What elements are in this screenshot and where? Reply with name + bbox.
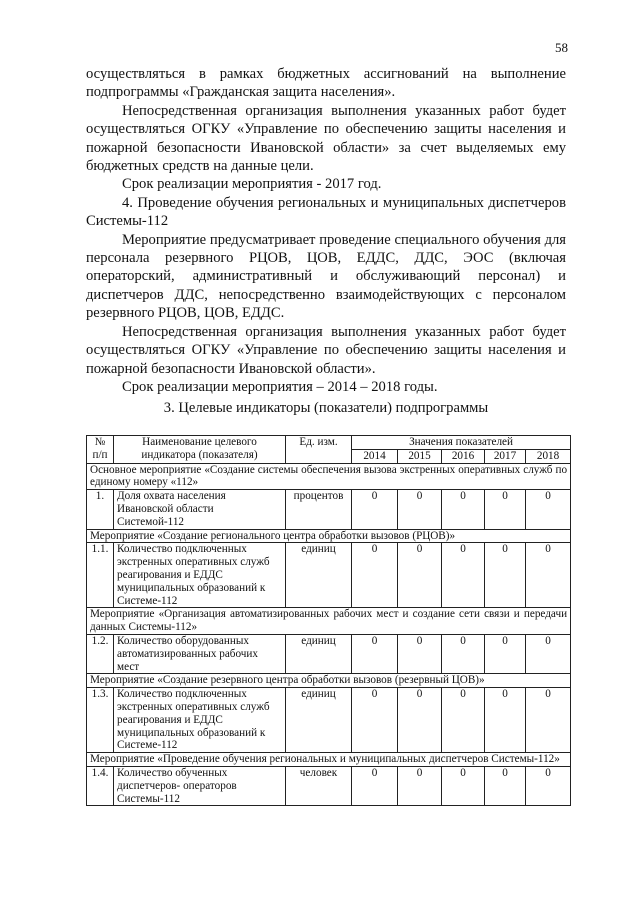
header-num-line1: № bbox=[94, 436, 106, 448]
row-value: 0 bbox=[442, 634, 485, 673]
row-name: Количество оборудованных автоматизированных рабочих мест bbox=[114, 634, 286, 673]
row-num: 1.1. bbox=[87, 543, 114, 608]
row-num: 1.2. bbox=[87, 634, 114, 673]
row-num: 1.3. bbox=[87, 688, 114, 753]
row-value: 0 bbox=[442, 490, 485, 529]
row-unit: единиц bbox=[286, 543, 352, 608]
row-value: 0 bbox=[526, 766, 571, 805]
header-year: 2016 bbox=[442, 449, 485, 463]
row-value: 0 bbox=[352, 490, 398, 529]
row-value: 0 bbox=[485, 490, 526, 529]
row-unit: процентов bbox=[286, 490, 352, 529]
row-unit: человек bbox=[286, 766, 352, 805]
row-name: Количество подключенных экстрeнных оперативных служб реагирования и ЕДДС муниципальных образований к Системе-112 bbox=[114, 688, 286, 753]
row-value: 0 bbox=[352, 634, 398, 673]
row-value: 0 bbox=[398, 490, 442, 529]
row-value: 0 bbox=[398, 634, 442, 673]
table-row bbox=[87, 490, 571, 529]
row-value: 0 bbox=[352, 543, 398, 608]
header-year: 2014 bbox=[352, 449, 398, 463]
row-name: Количество обученных диспетчеров- операторов Системы-112 bbox=[114, 766, 286, 805]
row-name: Количество подключенных экстренных оперативных служб реагирования и ЕДДС муниципальных образований к Системе-112 bbox=[114, 543, 286, 608]
row-num: 1.4. bbox=[87, 766, 114, 805]
table-row bbox=[87, 766, 571, 805]
group-title-row bbox=[87, 463, 571, 490]
header-name-line2: индикатора (показателя) bbox=[141, 448, 258, 461]
row-value: 0 bbox=[398, 543, 442, 608]
paragraph: Непосредственная организация выполнения указанных работ будет осуществляться ОГКУ «Управление по обеспечению защиты населения и пожарной безопасности Ивановской области» за счет выделяемых ему бюджетных средств на данные цели. bbox=[86, 102, 566, 175]
row-value: 0 bbox=[485, 688, 526, 753]
table-row bbox=[87, 543, 571, 608]
header-values: Значения показателей bbox=[352, 436, 571, 450]
group-title-row bbox=[87, 608, 571, 635]
paragraph: Срок реализации мероприятия – 2014 – 2018 годы. bbox=[122, 378, 438, 395]
paragraph: Срок реализации мероприятия - 2017 год. bbox=[122, 176, 382, 193]
row-value: 0 bbox=[526, 543, 571, 608]
group-title: Мероприятие «Организация автоматизированных рабочих мест и создание сети связи и передачи данных Системы-112» bbox=[87, 608, 571, 635]
paragraph: Мероприятие предусматривает проведение специального обучения для персонала резервного РЦОВ, ЦОВ, ЕДДС, ДДС, ЭОС (включая операторский, административный и обслуживающий персонал) и диспетчеров ДДС, непосредственно взаимодействующих с персоналом резервного РЦОВ, ЦОВ, ЕДДС. bbox=[86, 231, 566, 322]
header-num-line2: п/п bbox=[92, 448, 108, 461]
row-num: 1. bbox=[87, 490, 114, 529]
paragraph: Непосредственная организация выполнения указанных работ будет осуществляться ОГКУ «Управление по обеспечению защиты населения и пожарной безопасности Ивановской области». bbox=[86, 323, 566, 377]
row-name: Доля охвата населения Ивановской области Системой-112 bbox=[114, 490, 286, 529]
page-number: 58 bbox=[555, 40, 568, 55]
row-unit: единиц bbox=[286, 634, 352, 673]
group-title: Мероприятие «Создание регионального центра обработки вызовов (РЦОВ)» bbox=[87, 529, 571, 543]
row-value: 0 bbox=[526, 490, 571, 529]
row-value: 0 bbox=[442, 688, 485, 753]
paragraph: осуществляться в рамках бюджетных ассигнований на выполнение подпрограммы «Гражданская защита населения». bbox=[86, 66, 566, 101]
header-year: 2017 bbox=[485, 449, 526, 463]
header-num bbox=[87, 436, 114, 464]
group-title-row bbox=[87, 529, 571, 543]
table-row bbox=[87, 634, 571, 673]
group-title-row bbox=[87, 753, 571, 767]
header-name bbox=[114, 436, 286, 464]
row-value: 0 bbox=[398, 766, 442, 805]
table-header-row bbox=[87, 436, 571, 450]
paragraph: 4. Проведение обучения региональных и муниципальных диспетчеров Системы-112 bbox=[86, 194, 566, 230]
group-title: Мероприятие «Проведение обучения региональных и муниципальных диспетчеров Системы-112» bbox=[87, 753, 571, 767]
header-year: 2015 bbox=[398, 449, 442, 463]
row-value: 0 bbox=[352, 766, 398, 805]
indicators-table bbox=[86, 435, 571, 806]
header-unit: Ед. изм. bbox=[286, 436, 352, 464]
row-unit: единиц bbox=[286, 688, 352, 753]
row-value: 0 bbox=[352, 688, 398, 753]
row-value: 0 bbox=[442, 766, 485, 805]
header-year: 2018 bbox=[526, 449, 571, 463]
group-title: Мероприятие «Создание резервного центра обработки вызовов (резервный ЦОВ)» bbox=[87, 674, 571, 688]
header-name-line1: Наименование целевого bbox=[142, 436, 257, 448]
row-value: 0 bbox=[442, 543, 485, 608]
group-title: Основное мероприятие «Создание системы обеспечения вызова экстренных оперативных служб по единому номеру «112» bbox=[87, 463, 571, 490]
row-value: 0 bbox=[485, 634, 526, 673]
row-value: 0 bbox=[485, 766, 526, 805]
body-text bbox=[86, 65, 566, 396]
group-title-row bbox=[87, 674, 571, 688]
table-row bbox=[87, 688, 571, 753]
row-value: 0 bbox=[526, 688, 571, 753]
row-value: 0 bbox=[398, 688, 442, 753]
section-title: 3. Целевые индикаторы (показатели) подпрограммы bbox=[163, 400, 489, 416]
row-value: 0 bbox=[485, 543, 526, 608]
row-value: 0 bbox=[526, 634, 571, 673]
